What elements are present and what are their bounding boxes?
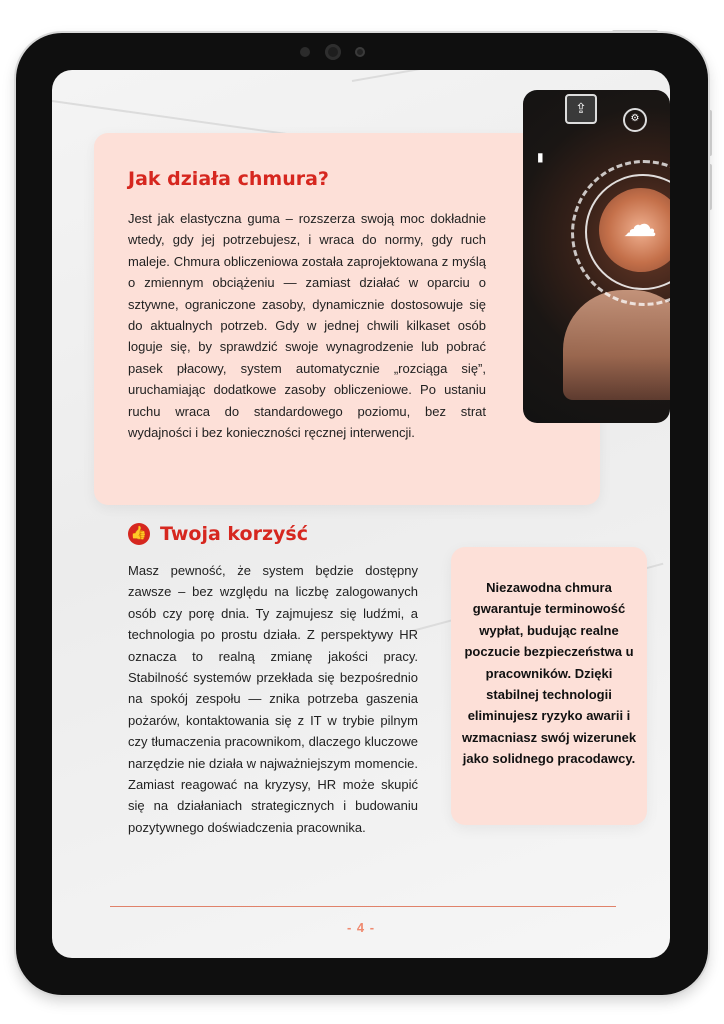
- section-heading: [128, 523, 308, 545]
- decorative-line: [352, 70, 608, 82]
- callout-text: Niezawodna chmura gwarantuje terminowość wypłat, budując realne poczucie bezpieczeństwa u pracowników. Dzięki stabilnej technologii eliminujesz ryzyko awarii i wzmacniasz swój wizerunek jako solidnego pracodawcy.: [461, 580, 637, 767]
- page-number: - 4 -: [346, 920, 376, 935]
- section-body: Masz pewność, że system będzie dostępny zawsze – bez względu na liczbę zalogowanych osób czy porę dnia. Ty zajmujesz się ludźmi, a technologia po prostu działa. Z perspektywy HR oznacza to realną zmianę jakości pracy. Stabilność systemów przekłada się bezpośrednio na spokój zespołu — znika potrzeba gaszenia pożarów, kontaktowania się z IT w trybie pilnym czy tłumaczenia pracownikom, dlaczego kluczowe narzędzie nie działa w najważniejszym momencie. Zamiast reagować na kryzysy, HR może skupić się na działaniach strategicznych i budowaniu pozytywnego doświadczenia pracownika.: [128, 563, 418, 835]
- sensor-dot: [355, 47, 365, 57]
- section-heading: Jak działa chmura?: [128, 168, 329, 190]
- tablet-screen: [52, 70, 670, 958]
- cloud-upload-icon: ☁: [623, 206, 657, 244]
- upload-icon: ⇪: [565, 94, 597, 124]
- section-body: Jest jak elastyczna guma – rozszerza swoją moc dokładnie wtedy, gdy jej potrzebujesz, i wraca do normy, gdy ruch maleje. Chmura obliczeniowa została zaprojektowana z myślą o zmiennym obciążeniu — zamiast działać w oparciu o sztywne, ograniczone zasoby, dynamicznie dostosowuje się do aktualnych potrzeb. Gdy w jednej chwili kilkaset osób loguje się, by sprawdzić swoje wynagrodzenie lub pobrać pasek płacowy, system automatycznie „rozciąga się”, uruchamiając dodatkowe zasoby obliczeniowe. Po ustaniu ruchu wraca do standardowego poziomu, bez strat wydajności i bez konieczności ręcznej interwencji.: [128, 211, 486, 441]
- lock-icon: ▮: [537, 150, 544, 164]
- section-heading-text: Twoja korzyść: [160, 523, 308, 545]
- cloud-illustration-photo: [523, 90, 670, 423]
- volume-down-button: [708, 164, 712, 210]
- thumbs-up-icon: 👍: [128, 523, 150, 545]
- camera-lens: [325, 44, 341, 60]
- network-icon: ⚙: [623, 108, 647, 132]
- hand-image: [563, 290, 670, 400]
- volume-up-button: [708, 110, 712, 156]
- sensor-dot: [300, 47, 310, 57]
- footer-divider: [110, 906, 616, 907]
